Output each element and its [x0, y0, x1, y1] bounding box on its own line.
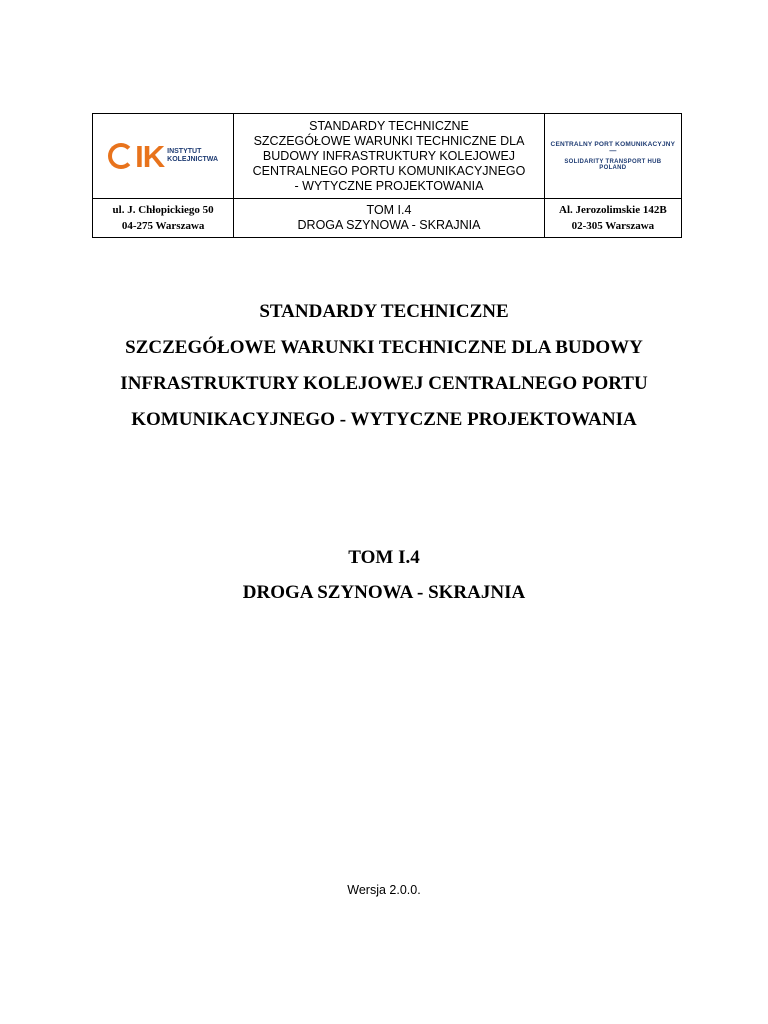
version-label: Wersja 2.0.0. [347, 883, 421, 897]
header-title: STANDARDY TECHNICZNE SZCZEGÓŁOWE WARUNKI TECHNICZNE DLA BUDOWY INFRASTRUKTURY KOLEJOWEJ CENTRALNEGO PORTU KOMUNIKACYJNEGO - WYTYCZNE PROJEKTOWANIA [252, 118, 526, 193]
ik-logo [93, 138, 233, 174]
cpk-logo: CENTRALNY PORT KOMUNIKACYJNY — SOLIDARITY TRANSPORT HUB POLAND [550, 141, 676, 171]
address-left: ul. J. Chłopickiego 50 04-275 Warszawa [112, 204, 214, 232]
header-table [92, 113, 682, 238]
ik-logo-cell [93, 114, 234, 199]
volume-number: TOM I.4 [348, 547, 420, 568]
ik-logo-c-icon [108, 143, 134, 169]
title-line: STANDARDY TECHNICZNE [259, 301, 509, 322]
volume-subject: DROGA SZYNOWA - SKRAJNIA [242, 582, 526, 603]
ik-logo-mark: IK [108, 141, 164, 172]
cpk-logo-cell [544, 114, 681, 199]
address-left-cell [93, 199, 234, 238]
document-title [0, 294, 768, 438]
address-right: Al. Jerozolimskie 142B 02-305 Warszawa [559, 204, 667, 232]
title-line: INFRASTRUKTURY KOLEJOWEJ CENTRALNEGO PORTU [120, 373, 648, 394]
volume-cell [234, 199, 545, 238]
address-right-cell [544, 199, 681, 238]
header-volume: TOM I.4 DROGA SZYNOWA - SKRAJNIA [297, 203, 481, 232]
title-line: SZCZEGÓŁOWE WARUNKI TECHNICZNE DLA BUDOWY [125, 337, 643, 358]
title-line: KOMUNIKACYJNEGO - WYTYCZNE PROJEKTOWANIA [131, 409, 637, 430]
volume-title [0, 540, 768, 610]
ik-logo-caption: INSTYTUT KOLEJNICTWA [167, 148, 219, 163]
header-title-cell [234, 114, 545, 199]
